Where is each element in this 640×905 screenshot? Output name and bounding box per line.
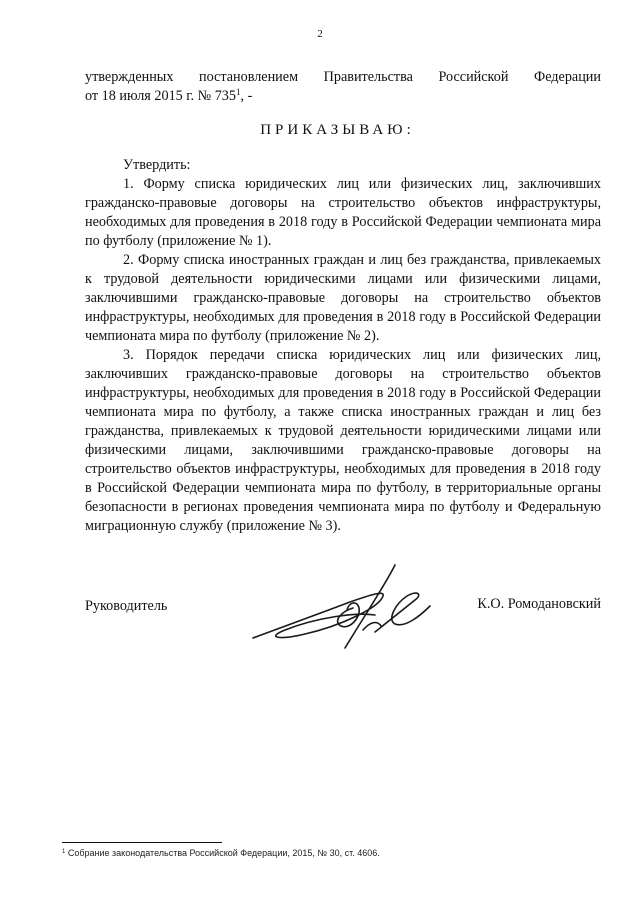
intro-line-2-tail: , - [240, 88, 253, 104]
order-body [85, 156, 601, 536]
order-item-3: 3. Порядок передачи списка юридических лиц или физических лиц, заключивших гражданско-правовые договоры на строительство объектов инфраструктуры, необходимых для проведения в 2018 году в Российской Федерации чемпионата мира по футболу, а также списка иностранных граждан и лиц без гражданства, привлекаемых к трудовой деятельности юридическими лицами или физическими лицами, заключившими гражданско-правовые договоры на строительство объектов инфраструктуры, необходимых для проведения в 2018 году в Российской Федерации чемпионата мира по футболу, в территориальные органы безопасности в регионах проведения чемпионата мира по футболу и Федеральную миграционную службу (приложение № 3). [85, 347, 601, 534]
intro-line-2-text: от 18 июля 2015 г. № 735 [85, 88, 236, 104]
intro-line-2 [85, 87, 601, 106]
intro-line-1: утвержденных постановлением Правительства Российской Федерации [85, 69, 601, 85]
signer-name: К.О. Ромодановский [477, 596, 601, 612]
footnote-reference: 1 [235, 87, 241, 97]
footnote-marker: 1 [62, 849, 66, 855]
order-heading: ПРИКАЗЫВАЮ: [260, 122, 415, 138]
signer-position: Руководитель [85, 598, 168, 614]
approve-line: Утвердить: [123, 157, 191, 173]
handwritten-signature [245, 560, 445, 655]
page-number: 2 [317, 28, 323, 40]
signature-block [85, 560, 601, 660]
footnote-text: Собрание законодательства Российской Федерации, 2015, № 30, ст. 4606. [67, 848, 380, 858]
order-item-1: 1. Форму списка юридических лиц или физических лиц, заключивших гражданско-правовые договоры на строительство объектов инфраструктуры, необходимых для проведения в 2018 году в Российской Федерации чемпионата мира по футболу (приложение № 1). [85, 176, 601, 249]
footnote [62, 848, 380, 858]
order-item-2: 2. Форму списка иностранных граждан и лиц без гражданства, привлекаемых к трудовой деятельности юридическими лицами или физическими лицами, заключившими гражданско-правовые договоры на строительство объектов инфраструктуры, необходимых для проведения в 2018 году в Российской Федерации чемпионата мира по футболу (приложение № 2). [85, 252, 601, 344]
intro-paragraph [85, 68, 601, 106]
footnote-divider [62, 842, 222, 843]
